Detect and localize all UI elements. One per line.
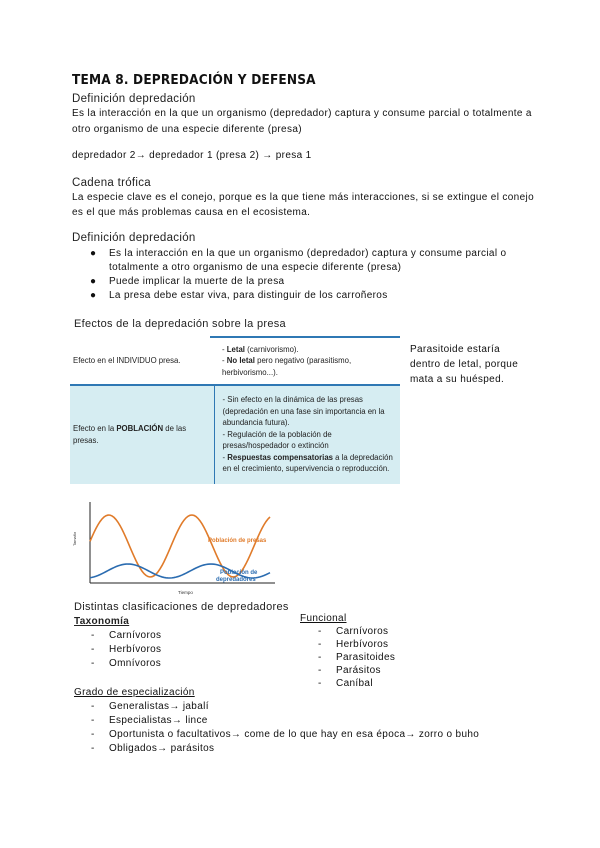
list-item (90, 275, 285, 289)
bullet-text-line-1: La presa debe estar viva, para distinguir de los carroñeros (109, 290, 388, 301)
definition-heading: Definición depredación (72, 93, 196, 105)
predator-label-line-1: Población de (220, 570, 258, 576)
bullet-text-line-2: totalmente a otro organismo de una especie diferente (presa) (109, 262, 402, 273)
list-item: - Parasitoides (318, 652, 396, 663)
list-item (90, 247, 507, 275)
functional-title: Funcional (300, 613, 347, 624)
bullet-icon: ● (90, 276, 97, 287)
list-item (90, 289, 388, 303)
list-item: - Caníbal (318, 678, 373, 689)
classifications-heading: Distintas clasificaciones de depredadores (74, 601, 289, 613)
effects-table (70, 336, 400, 484)
bullet-icon: ● (90, 248, 97, 259)
list-item: - Herbívoros (318, 639, 389, 650)
list-item: - Carnívoros (318, 626, 389, 637)
list-item: - Parásitos (318, 665, 381, 676)
definition-line-2: otro organismo de una especie diferente (presa) (72, 124, 302, 135)
parasitoid-note: Parasitoide estaría dentro de letal, porque mata a su huésped. (410, 344, 519, 385)
definition-heading-2: Definición depredación (72, 232, 196, 244)
trophic-line-1: La especie clave es el conejo, porque es la que tiene más interacciones, si se extingue el conejo (72, 192, 534, 203)
row-individual-effects: - Letal (carnivorismo). - No letal pero negativo (parasitismo, herbivorismo...). (214, 338, 400, 384)
list-item: - Herbívoros (91, 644, 162, 655)
definition-line-1: Es la interacción en la que un organismo (depredador) captura y consume parcial o totalmente a (72, 108, 532, 119)
row-population-label: Efecto en la POBLACIÓN de las presas. (70, 386, 214, 484)
list-item: - Carnívoros (91, 630, 162, 641)
effects-heading: Efectos de la depredación sobre la presa (74, 318, 286, 330)
y-axis-label: Tamaño (72, 531, 77, 546)
specialization-title: Grado de especialización (74, 687, 195, 698)
predator-prey-graph (70, 498, 275, 598)
trophic-line-2: es el que más problemas causa en el ecosistema. (72, 207, 311, 218)
predation-chain: depredador 2→ depredador 1 (presa 2) → presa 1 (72, 150, 312, 161)
taxonomy-title: Taxonomía (74, 616, 130, 627)
x-axis-label: Tiempo (178, 590, 193, 595)
list-item: - Especialistas→ lince (91, 715, 208, 726)
list-item: - Oportunista o facultativos→ come de lo que hay en esa época→ zorro o buho (91, 729, 480, 740)
prey-label: Población de presas (208, 538, 267, 544)
list-item: - Omnívoros (91, 658, 162, 669)
row-individual-label: Efecto en el INDIVIDUO presa. (70, 338, 214, 384)
list-item: - Generalistas→ jabalí (91, 701, 209, 712)
bullet-icon: ● (90, 290, 97, 301)
bullet-text-line-1: Es la interacción en la que un organismo (depredador) captura y consume parcial o (109, 248, 507, 259)
page-title: TEMA 8. DEPREDACIÓN Y DEFENSA (72, 72, 316, 88)
prey-population-curve (90, 515, 270, 577)
trophic-chain-heading: Cadena trófica (72, 177, 151, 189)
predator-label-line-2: depredadores (216, 577, 256, 583)
row-population-effects: - Sin efecto en la dinámica de las presas (depredación en una fase sin importancia en la abundancia futura). - Regulación de la población de presas/hospedador o extinción - Respuestas compensatorias a la depredación en el crecimiento, supervivencia o reproducción. (214, 386, 400, 484)
list-item: - Obligados→ parásitos (91, 743, 215, 754)
bullet-text-line-1: Puede implicar la muerte de la presa (109, 276, 285, 287)
graph-svg (70, 498, 275, 598)
